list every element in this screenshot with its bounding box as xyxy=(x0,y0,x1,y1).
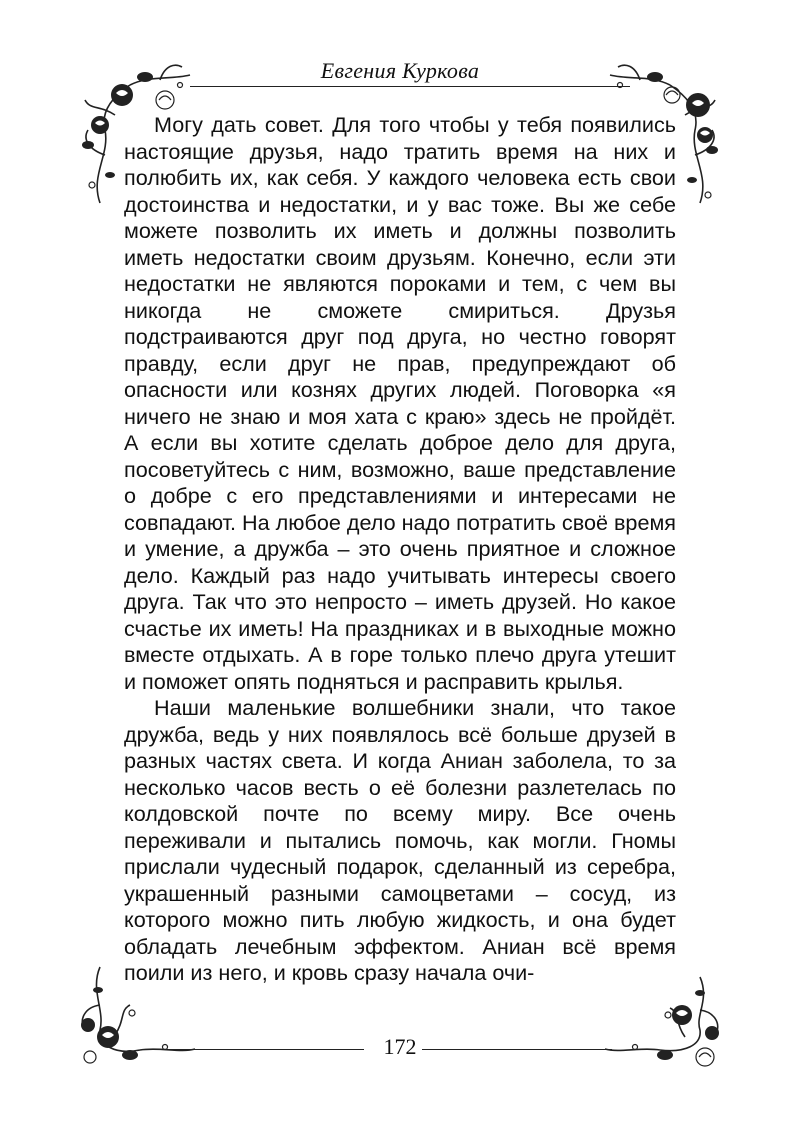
running-head-author: Евгения Куркова xyxy=(320,58,480,83)
header-rule xyxy=(190,86,630,87)
footer-rule-right xyxy=(422,1049,612,1050)
paragraph: Могу дать совет. Для того чтобы у тебя появились настоящие друзья, надо тратить время на них и полюбить их, как себя. У каждого человека есть свои достоинства и недостатки, и у вас тоже. Вы же себе можете позволить их иметь и должны позволить иметь недостатки своим друзьям. Конечно, если эти недостатки не являются пороками и тем, с чем вы никогда не сможете смириться. Друзья подстраиваются друг под друга, но честно говорят правду, если друг не прав, предупреждают об опасности или кознях других людей. Поговорка «я ничего не знаю и моя хата с краю» здесь не пройдёт. А если вы хотите сделать доброе дело для друга, посоветуйтесь с ним, возможно, ваше представление о добре с его представлениями и интересами не совпадают. На любое дело надо потратить своё время и умение, а дружба – это очень приятное и сложное дело. Каждый раз надо учитывать интересы своего друга. Так что это непросто – иметь друзей. Но какое счастье их иметь! На праздниках и в выходные можно вместе отдыхать. А в горе только плечо друга утешит и поможет опять подняться и расправить крылья. xyxy=(124,112,676,694)
page-number: 172 xyxy=(383,1034,417,1059)
body-text xyxy=(124,112,676,987)
paragraph: Наши маленькие волшебники знали, что такое дружба, ведь у них появлялось всё больше друзей в разных частях света. И когда Аниан заболела, то за несколько часов весть о её болезни разлетелась по колдовской почте по всему миру. Все очень переживали и пытались помочь, как могли. Гномы прислали чудесный подарок, сделанный из серебра, украшенный разными самоцветами – сосуд, из которого можно пить любую жидкость, и она будет обладать лечебным эффектом. Аниан всё время поили из него, и кровь сразу начала очи- xyxy=(124,695,676,985)
rose-ornament-bottom-right-icon xyxy=(600,975,730,1075)
